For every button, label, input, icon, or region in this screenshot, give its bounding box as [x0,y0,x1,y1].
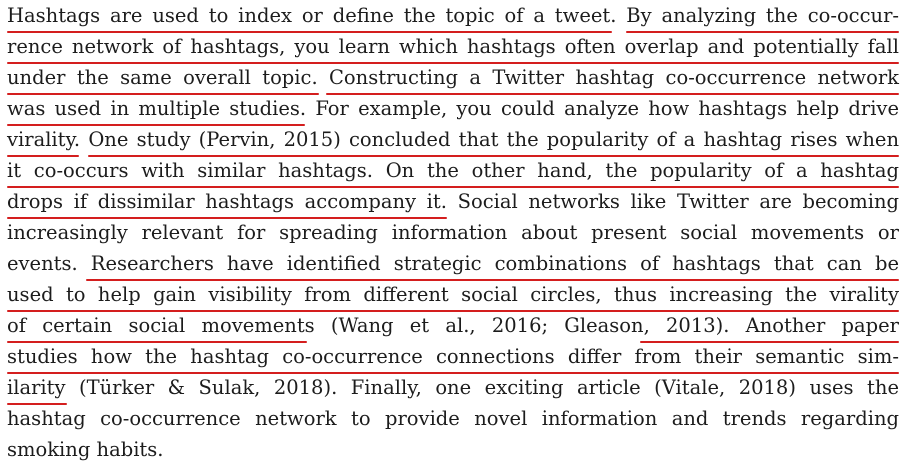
annotation-underline [7,310,899,312]
paragraph-line-10: used to help gain visibility from different social circles, thus increasing the virality [7,283,899,306]
annotation-underline [88,155,899,157]
annotation-underline [7,372,899,374]
paragraph-line-8: increasingly relevant for spreading information about present social movements or [7,221,899,244]
paragraph-line-14: hashtag co-occurrence network to provide novel information and trends regarding [7,407,899,430]
paragraph-line-1: Hashtags are used to index or define the topic of a tweet. By analyzing the co-occur- [7,4,899,27]
paragraph-line-6: it co-occurs with similar hashtags. On the other hand, the popularity of a hashtag [7,159,899,182]
paragraph-line-4: was used in multiple studies. For example, you could analyze how hashtags help drive [7,97,899,120]
annotation-underline [7,403,67,405]
paragraph-line-15: smoking habits. [7,438,164,461]
annotation-underline [7,31,612,33]
paragraph-line-12: studies how the hashtag co-occurrence connections differ from their semantic sim- [7,345,899,368]
annotation-underline [86,279,899,281]
paragraph-line-3: under the same overall topic. Constructing a Twitter hashtag co-occurrence network [7,66,899,89]
annotation-underline [7,217,447,219]
annotation-underline [7,93,319,95]
annotation-underline [626,31,899,33]
annotation-underline [326,93,899,95]
annotation-underline [7,186,899,188]
annotation-underline [7,124,305,126]
annotation-underline [640,341,899,343]
paragraph-line-13: ilarity (Türker & Sulak, 2018). Finally, one exciting article (Vitale, 2018) uses the [7,376,899,399]
paragraph-line-7: drops if dissimilar hashtags accompany it. Social networks like Twitter are becoming [7,190,899,213]
annotation-underline [7,62,899,64]
paragraph-line-5: virality. One study (Pervin, 2015) concluded that the popularity of a hashtag rises when [7,128,899,151]
annotation-underline [7,341,307,343]
paragraph-line-11: of certain social movements (Wang et al., 2016; Gleason, 2013). Another paper [7,314,899,337]
annotation-underline [7,155,79,157]
paragraph-line-9: events. Researchers have identified strategic combinations of hashtags that can be [7,252,899,275]
paragraph-line-2: rence network of hashtags, you learn which hashtags often overlap and potentially fall [7,35,899,58]
